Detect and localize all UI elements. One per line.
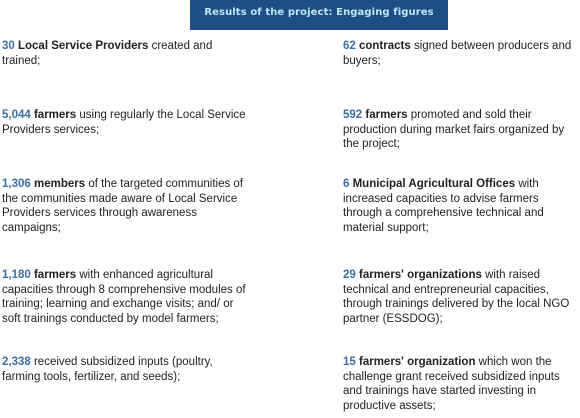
result-number: 1,306: [2, 178, 31, 190]
result-subject: farmers: [30, 269, 77, 281]
result-item: [2, 177, 252, 235]
result-description: with increased capacities to advise farmers through a comprehensive technical and material support;: [343, 178, 544, 234]
result-item: [2, 39, 252, 68]
result-subject: farmers' organization: [355, 356, 476, 368]
result-description: received subsidized inputs (poultry, farming tools, fertilizer, and seeds);: [2, 356, 213, 383]
section-banner: [190, 0, 448, 30]
result-description: which won the challenge grant received subsidized inputs and trainings have started investing in productive assets;: [343, 356, 560, 412]
result-subject: members: [30, 178, 86, 190]
result-item: [343, 177, 579, 235]
result-number: 6: [343, 178, 350, 190]
result-number: 2,338: [2, 356, 31, 368]
result-item: [343, 268, 579, 326]
result-item: [2, 268, 252, 326]
result-item: [343, 39, 579, 68]
result-item: [2, 355, 252, 384]
result-subject: Local Service Providers: [14, 40, 149, 52]
result-item: [343, 108, 579, 152]
result-description: created and trained;: [2, 40, 213, 67]
result-subject: Municipal Agricultural Offices: [349, 178, 516, 190]
result-number: 30: [2, 40, 15, 52]
result-description: of the targeted communities of the communities made aware of Local Service Providers services through awareness campaigns;: [2, 178, 244, 234]
result-subject: farmers: [30, 109, 77, 121]
result-number: 5,044: [2, 109, 31, 121]
result-subject: contracts: [355, 40, 411, 52]
result-subject: farmers: [362, 109, 408, 121]
result-number: 29: [343, 269, 356, 281]
banner-title: Results of the project: Engaging figures: [204, 7, 434, 18]
result-item: [2, 108, 252, 137]
result-number: 15: [343, 356, 356, 368]
result-description: with raised technical and entrepreneurial capacities, through trainings delivered by the local NGO partner (ESSDOG);: [343, 269, 570, 325]
result-number: 62: [343, 40, 356, 52]
result-description: promoted and sold their production during market fairs organized by the project;: [343, 109, 565, 150]
result-description: signed between producers and buyers;: [343, 40, 572, 67]
result-item: [343, 355, 579, 413]
result-number: 1,180: [2, 269, 31, 281]
result-number: 592: [343, 109, 363, 121]
result-description: using regularly the Local Service Providers services;: [2, 109, 246, 136]
result-description: with enhanced agricultural capacities through 8 comprehensive modules of training; learning and exchange visits; and/ or soft trainings conducted by model farmers;: [2, 269, 246, 325]
result-subject: farmers' organizations: [355, 269, 482, 281]
